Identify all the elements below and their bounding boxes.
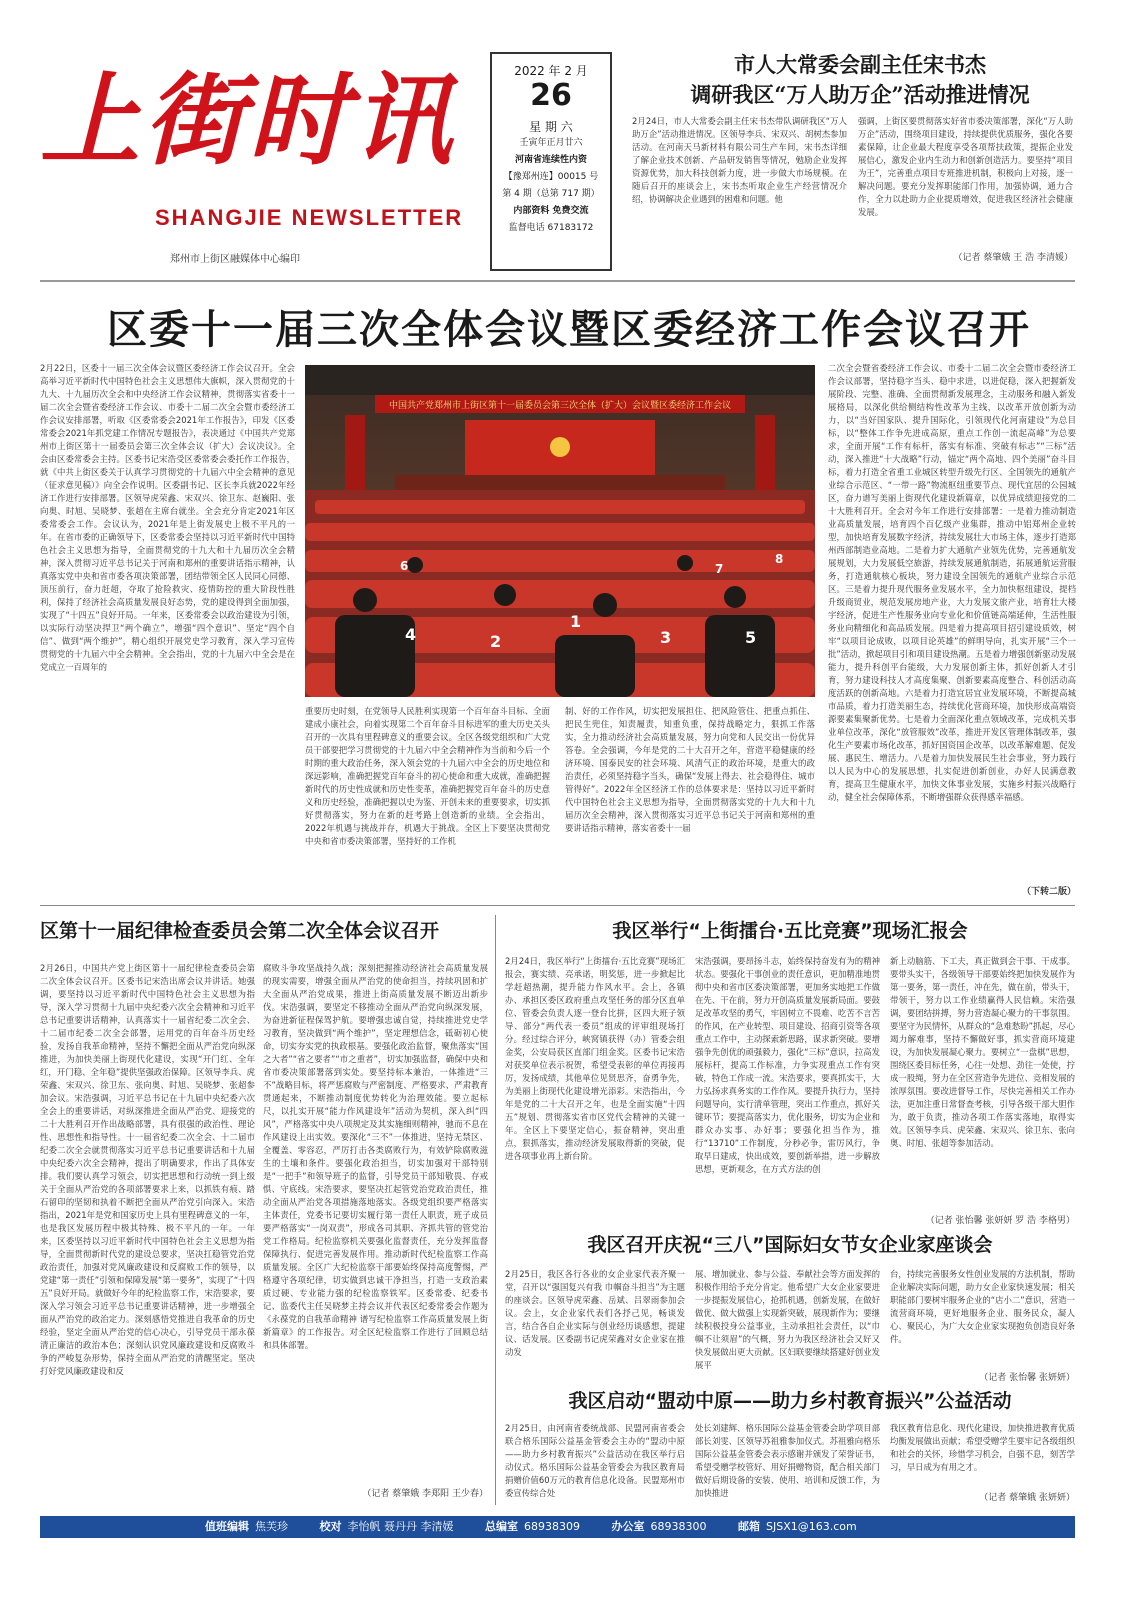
serial-label: 河南省连续性内资	[514, 155, 587, 165]
rural-edu-col2: 处长刘建辉、格乐国际公益基金管委会助学项目部部长刘雯、区领导苏祖雅参加仪式。苏祖雅向格乐国际公益基金管委会表示感谢并颁发了荣誉证书，希望受赠学校管好、用好捐赠物资，配合相关部门做好后期设备的安装、使用、培训和反馈工作，为加快推进	[695, 1423, 880, 1498]
discipline-col2: 腐败斗争攻坚战持久战；深刻把握推动经济社会高质量发展的现实需要，增强全面从严治党的使命担当，持续巩固和扩大全面从严治党成果，推进上街高质量发展不断迈出新步伐。宋浩强调，要坚定不移推动全面从严治党向纵深发展，为奋进新征程保驾护航。要增强忠诚自觉，持续推进党史学习教育，坚决做到“两个维护”，坚定理想信念，砥砺初心使命，切实夯实党的执政根基。要强化政治监督，聚焦落实“国之大者”“省之要者”“市之重者”，切实加强监督，确保中央和省市委决策部署落到实处。要坚持标本兼治，一体推进“三不”战略目标，将严惩腐败与严密制度、严格要求、严肃教育贯通起来，不断推动制度优势转化为治理效能。要立起标尺，以扎实开展“能力作风建设年”活动为契机，深入纠“四风”，严格落实中央八项规定及其实施细则精神，驰而不息在作风建设上出实效。要深化“三不”一体推进，坚持无禁区、全覆盖、零容忍，严厉打击各类腐败行为，有效铲除腐败滋生的土壤和条件。要强化政治担当，切实加强对干部特别是“一把手”和领导班子的监督，引导党员干部知敬畏、存戒惧、守底线。宋浩要求，要坚决扛起管党治党政治责任，推动全面从严治党各项措施落地落实。各级党组织要严格落实主体责任，党委书记要切实履行第一责任人职责，班子成员要严格落实“一岗双责”，形成各司其职、齐抓共管的管党治党工作格局。纪检监察机关要强化监督责任，充分发挥监督保障执行、促进完善发展作用。推动新时代纪检监察工作高质量发展。全区广大纪检监察干部要始终保持高度警惕，严格遵守各项纪律，切实做到忠诚干净担当，打造一支政治素质过硬、专业能力强的纪检监察铁军。区委常委、纪委书记、监委代主任吴晓梦主持会议并代表区纪委常委会作题为《永葆党的自我革命精神 谱写纪检监察工作高质量发展上街新篇章》的工作报告。对全区纪检监察工作进行了回顾总结和具体部署。	[263, 963, 488, 1350]
supervision-phone: 监督电话 67183172	[508, 223, 594, 233]
date-year-month: 2022 年 2 月	[514, 64, 588, 78]
contest-byline: （记者 张怡馨 张妍妍 罗 浩 李格男）	[925, 1216, 1075, 1226]
seat-number: 6	[400, 559, 409, 573]
masthead-logo: 上街时讯	[40, 61, 456, 179]
meeting-photo	[305, 365, 815, 697]
top-story-headline-line1: 市人大常委会副主任宋书杰	[734, 52, 986, 77]
masthead-english-title: SHANGJIE NEWSLETTER	[155, 205, 464, 230]
women-col2: 展、增加就业、参与公益、奉献社会等方面发挥的积极作用给予充分肯定。他希望广大女企业家要进一步提振发展信心，抢抓机遇，创新发展，在做好做优、做大做强上实现新突破，展现新作为；要继续积极投身公益事业，主动承担社会责任，以“巾帼不让须眉”的气概，努力为我区经济社会又好又快发展做出更大贡献。区妇联要继续搭建好创业发展平	[695, 1269, 880, 1370]
office-label: 办公室	[611, 1520, 645, 1533]
divider	[40, 905, 1075, 906]
duty-editor: 焦芙珍	[255, 1520, 288, 1533]
contest-col1: 2月24日，我区举行“上街擂台·五比竞赛”现场汇报会，赛实绩、亮承诺，明奖惩，进一步掀起比学赶超热潮，提升能力作风水平。会上，各镇办、承担区委区政府重点攻坚任务的部分区直单位、管委会负责人逐一登台比拼，区四大班子领导、部分“两代表一委员”组成的评审组现场打分。经过综合评分，峡窝镇获得（办）管委会组金奖，公安局获区直部门组金奖。区委书记宋浩对获奖单位表示祝贺，希望受表彰的单位再接再厉，发扬成绩，其他单位见贤思齐，奋勇争先，为美丽上街现代化建设增光添彩。宋浩指出，今年是党的二十大召开之年，也是全面实施“十四五”规划、贯彻落实省市区党代会精神的关键一年。全区上下要坚定信心，振奋精神，突出重点，狠抓落实，推动经济发展取得新的突破，促进各项事业再上新台阶。	[505, 956, 685, 1161]
women-col3: 台，持续完善服务女性创业发展的方法机制，帮助企业解决实际问题，助力女企业家快速发展；相关职能部门要树牢服务企业的“店小二”意识，营造一流营商环境，更好地服务企业、服务民众，凝人心、聚民心，为广大女企业家实现抱负创造良好条件。	[890, 1269, 1075, 1344]
publisher-line: 郑州市上街区融媒体中心编印	[170, 254, 300, 265]
chief-office-phone: 68938309	[524, 1520, 580, 1533]
women-headline: 我区召开庆祝“三八”国际妇女节女企业家座谈会	[587, 1234, 993, 1256]
divider	[40, 280, 1075, 282]
issue-number: 第 4 期（总第 717 期）	[502, 189, 600, 199]
main-story-col4: 二次全会暨省委经济工作会议、市委十二届二次全会暨市委经济工作会议部署，坚持稳字当头、稳中求进，以进促稳，深入把握新发展阶段、完整、准确、全面贯彻新发展理念，主动服务和融入新发展格局，以深化供给侧结构性改革为主线，以改革开放创新为动力，以“当好国家队、提升国际化，引领现代化河南建设”为总目标，以“整体工作争先进成高原，重点工作创一流起高峰”为总要求，全面开展“工作有标杆，落实有标准、突破有标志”“三标”活动，深入推进“十大战略”行动，锚定“两个高地、四个美丽”奋斗目标，着力打造全省重工业城区转型升级先行区、全国领先的通航产业综合示范区、“一带一路”物流枢纽重要节点、现代宜居的公园城区，奋力谱写美丽上街现代化建设新篇章，以优异成绩迎接党的二十大胜利召开。全会对今年工作进行安排部署：一是着力推动制造业高质量发展，培育四个百亿级产业集群，推动中铝郑州企业转型，加快培育发展数字经济，持续发展壮大市场主体，逐步打造郑州西部制造业高地。二是着力扩大通航产业领先优势，完善通航发展规划，大力发展低空旅游，持续发展通航制造，拓展通航运营服务，打造通航核心板块，努力建设全国领先的通航产业综合示范区。三是着力提升现代服务业发展水平，全力加快枢纽建设，提档升级商贸业，规范发展房地产业，大力发展文旅产业，培育壮大楼宇经济，促进生产性服务业向专业化和价值链高端延伸，生活性服务业向精细化和高品质发展。四是着力提高项目招引建设质效，树牢“以项目论成败，以项目论英雄”的鲜明导向，扎实开展“三个一批”活动，掀起项目引和项目建设热潮。五是着力增强创新驱动发展能力，提升科创平台能级，大力发展创新主体，抓好创新人才引育，努力建设科技人才高度集聚、创新要素高度整合、科创活动高度活跃的创新高地。六是着力打造宜居宜业发展环境，不断提高城市品质，着力打造美丽生态，持续优化营商环境，加快形成高端资源要素集聚新优势。七是着力全面深化重点领域改革，完成机关事业单位改革，深化“放管服效”改革，推进开发区管理体制改革，强化生产要素市场化改革，抓好国资国企改革，以改革解难题、促发展、惠民生、增活力。八是着力加快发展民生社会事业，努力践行以人民为中心的发展思想，扎实促进创新创业，办好人民满意教育，提高卫生健康水平，加快文体事业发展，实施乡村振兴战略行动，健全社会保障体系，不断增强群众获得感幸福感。	[828, 363, 1076, 802]
contest-headline: 我区举行“上街擂台·五比竞赛”现场汇报会	[612, 920, 968, 942]
discipline-col1: 2月26日，中国共产党上街区第十一届纪律检查委员会第二次全体会议召开。区委书记宋浩出席会议并讲话。她强调，要坚持以习近平新时代中国特色社会主义思想为指导，深入学习贯彻十九届中央纪委六次全会精神和习近平总书记重要讲话精神，认真落实十一届省纪委二次全会、十二届市纪委二次全会部署，运用党的百年奋斗历史经验，发扬自我革命精神，坚持不懈把全面从严治党向纵深推进，为加快美丽上街现代化建设，实现“开门红、全年红，开门稳、全年稳”提供坚强政治保障。区领导李兵、虎荣鑫、宋双兴、徐卫东、张向奥、时旭、吴晓梦、张超参加会议。宋浩强调，习近平总书记在十九届中央纪委六次全会上的重要讲话，对纵深推进全面从严治党、迎接党的二十大胜利召开作出战略部署，具有很强的政治性、理论性、思想性和指导性。十一届省纪委二次全会、十二届市纪委二次全会就贯彻落实习近平总书记重要讲话和十九届中央纪委六次全会精神，提出了明确要求，作出了具体安排。我们要认真学习领会，切实把思想和行动统一到上级关于全面从严治党的各项部署要求上来，以抓铁有痕、踏石留印的坚韧和执着不断把全面从严治党引向深入。宋浩指出，2021年是党和国家历史上具有里程碑意义的一年，也是我区发展历程中极其特殊、极不平凡的一年。一年来，区委坚持以习近平新时代中国特色社会主义思想为指导，全面贯彻新时代党的建设总要求，坚决扛稳管党治党政治责任，加强对党风廉政建设和反腐败工作的领导，以党建“第一责任”引领和保障发展“第一要务”，实现了“十四五”良好开局。就做好今年的纪检监察工作，宋浩要求，要深入学习领会习近平总书记重要讲话精神，进一步增强全面从严治党的政治定力。深刻感悟党推进自我革命的历史经验，坚定全面从严治党的信心决心，引导党员干部永葆清正廉洁的政治本色；深刻认识党风廉政建设和反腐败斗争的严峻复杂形势，保持全面从严治党的清醒坚定。坚决打好党风廉政建设和反	[40, 963, 255, 1376]
seat-number: 3	[660, 628, 672, 647]
top-story-byline: （记者 蔡肇娥 王 浩 李清媛）	[953, 253, 1073, 263]
mail-label: 邮箱	[738, 1520, 760, 1533]
seat-number: 4	[405, 625, 417, 644]
discipline-headline: 区第十一届纪律检查委员会第二次全体会议召开	[40, 920, 440, 942]
duty-editor-label: 值班编辑	[205, 1520, 249, 1533]
seat-number: 7	[715, 562, 724, 576]
seat-number: 8	[775, 552, 784, 566]
contest-col2: 宋浩强调，要昂扬斗志，始终保持奋发有为的精神状态。要强化干事创业的责任意识，更加精准地贯彻中央和省市区委决策部署，更加务实地把工作做在先、干在前，努力开创高质量发展新局面。要鼓足改革攻坚的勇气，牢固树立不畏难、吃苦不言苦的作风，在产业转型、项目建设、招商引资等各项重点工作中，主动探索新思路，谋求新突破。要增强争先创优的顽强毅力，强化“三标”意识，拉高发展标杆，提高工作标准，力争实现重点工作有突破，特色工作成一流。宋浩要求，要真抓实干，大力弘扬求真务实的工作作风。要提升执行力，坚持问题导向，实行清单管理，突出工作重点，抓好关键环节；要提高落实力，优化服务，切实为企业和群众办实事、办好事；要强化担当作为，推行“13710”工作制度，分秒必争，雷厉风行，争取早日建成，快出成效，要创新举措，进一步解放思想，更新观念，在方式方法的创	[695, 956, 880, 1174]
contest-col3: 新上动脑筋、下工夫，真正做到会干事、干成事。要带头实干，各级领导干部要始终把加快发展作为第一要务，第一责任，冲在先，做在前，带头干，带领干，努力以工作业绩赢得人民信赖。宋浩强调，要团结拼搏，努力营造凝心聚力的干事氛围。要坚守为民情怀，从群众的“急难愁盼”抓起，尽心竭力解难事，坚持不懈做好事，抓实营商环境建设，为加快发展凝心聚力。要树立“一盘棋”思想，围绕区委目标任务，心往一处想、劲往一处使，拧成一股绳，努力在全区营造争先进位、竞相发展的浓厚氛围。要改进督导工作，尽快完善相关工作办法，更加注重日常督查考核，引导各级干部大胆作为，敢于负责，推动各项工作落实落地，取得实效。区领导李兵、虎荣鑫、宋双兴、徐卫东、张向奥、时旭、张超等参加活动。	[890, 956, 1075, 1148]
top-story-headline-line2: 调研我区“万人助万企”活动推进情况	[690, 82, 1030, 107]
proof-label: 校对	[319, 1520, 342, 1533]
mail-address[interactable]: SJSX1@163.com	[766, 1520, 857, 1533]
main-story-col1: 2月22日，区委十一届三次全体会议暨区委经济工作会议召开。全会高举习近平新时代中国特色社会主义思想伟大旗帜，深入贯彻党的十九大、十九届历次全会和中央经济工作会议精神，贯彻落实省委十一届二次全会暨省委经济工作会议、市委十二届二次全会暨市委经济工作会议安排部署，听取《区委常委会2021年工作报告》，印发《区委常委会2021年抓党建工作情况专题报告》，表决通过《中国共产党郑州市上街区第十一届委员会第三次全体会议（扩大）会议决议》。全会由区委常委会主持。区委书记宋浩受区委常委会委托作工作报告，就《中共上街区委关于认真学习贯彻党的十九届六中全会精神的意见（征求意见稿）》向全会作说明。区委副书记、区长李兵就2022年经济工作进行安排部署。区领导虎荣鑫、宋双兴、徐卫东、赵巍阳、张向奥、时旭、吴晓梦、张超在主席台就坐。全会充分肯定2021年区委常委会工作。会议认为，2021年是上街发展史上极不平凡的一年。在省市委的正确领导下，区委常委会坚持以习近平新时代中国特色社会主义思想为指导，全面贯彻党的十九大和十九届历次全会精神，深入贯彻习近平总书记关于河南和郑州的重要讲话指示精神，认真落实党中央和省市委各项决策部署，团结带领全区人民同心同德、顶压前行，奋力赶超，夺取了抢险救灾、疫情防控的重大阶段性胜利，保持了经济社会高质量发展良好态势，党的建设得到全面加强，实现了“十四五”良好开局。一年来，区委常委会以政治建设为引领，以实际行动坚决捍卫“两个确立”，增强“四个意识”、坚定“四个自信”、做到“两个维护”，精心组织开展党史学习教育，深入学习宣传贯彻党的十九届六中全会精神。全会指出，党的十九届六中全会是在党成立一百周年的	[40, 363, 295, 672]
rural-edu-byline: （记者 蔡肇娥 张妍妍）	[979, 1493, 1075, 1503]
seat-number: 2	[490, 632, 502, 651]
rural-edu-headline: 我区启动“盟动中原——助力乡村教育振兴”公益活动	[568, 1390, 1012, 1412]
date-lunar: 壬寅年正月廿六	[519, 138, 583, 148]
date-weekday: 星 期 六	[529, 120, 573, 134]
women-col1: 2月25日，我区各行各业的女企业家代表齐聚一堂，召开以“强国复兴有我 巾帼奋斗担当”为主题的座谈会。区领导虎荣鑫、岳斌、吕翠雨参加会议。会上，女企业家代表们各抒己见，畅谈发言，结合各自企业实际与创业经历谈感想，提建议、话发展。区委副书记虎荣鑫对女企业家在推动发	[505, 1269, 685, 1357]
circulation-note: 内部资料 免费交流	[513, 206, 589, 216]
date-day: 26	[530, 78, 572, 113]
serial-code: 【豫郑州连】00015 号	[503, 172, 599, 182]
seat-number: 5	[745, 628, 757, 647]
divider	[495, 915, 496, 1505]
main-headline: 区委十一届三次全体会议暨区委经济工作会议召开	[107, 307, 1031, 353]
date-box	[490, 52, 612, 271]
main-story-col3: 制、好的工作作风，切实把发展担住、把风险管住、把重点抓住、把民生兜住，知责履责，知重负重，保持战略定力，狠抓工作落实，全力推动经济社会高质量发展，努力向党和人民交出一份优异答卷。全会强调，今年是党的二十大召开之年，营造平稳健康的经济环境、国泰民安的社会环境、风清气正的政治环境，是重大的政治责任，必须坚持稳字当头，确保“发展上得去、社会稳得住、城市管得好”。2022年全区经济工作的总体要求是：坚持以习近平新时代中国特色社会主义思想为指导，全面贯彻落实党的十九大和十九届历次全会精神，深入贯彻落实习近平总书记关于河南和郑州的重要讲话指示精神，落实省委十一届	[565, 706, 815, 833]
top-story-col2: 强调，上街区要贯彻落实好省市委决策部署，深化“万人助万企”活动，围绕项目建设，持续提供优质服务，强化各要素保障，让企业最大程度享受各项帮扶政策，提振企业发展信心，激发企业内生动力和创新创造活力。要坚持“项目为王”，完善重点项目专班推进机制，积极向上对接，逐一解决问题。要充分发挥职能部门作用，加强协调，通力合作，全力以赴助力企业提质增效，促进我区经济社会健康发展。	[858, 116, 1073, 217]
women-byline: （记者 张怡馨 张妍妍）	[979, 1373, 1075, 1383]
office-phone: 68938300	[650, 1520, 707, 1533]
rural-edu-col1: 2月25日，由河南省委统战部、民盟河南省委会联合格乐国际公益基金管委会主办的“盟动中原——助力乡村教育振兴”公益活动在我区举行启动仪式。格乐国际公益基金管委会为我区教育局捐赠价值60万元的教育信息化设备。民盟郑州市委宣传综合处	[505, 1423, 685, 1498]
continued-note: （下转二版）	[1021, 887, 1076, 897]
proofreaders: 李怡帆 聂丹丹 李清媛	[347, 1520, 454, 1533]
top-story-col1: 2月24日，市人大常委会副主任宋书杰带队调研我区“万人助万企”活动推进情况。区领导李兵、宋双兴、胡树杰参加活动。在河南天马新材料有限公司生产车间，宋书杰详细了解企业技术创新、产品研发销售等情况，勉励企业发挥资源优势，加大科技创新力度，进一步做大市场规模。在随后召开的座谈会上，宋书杰听取企业生产经营情况介绍，协调解决企业遇到的困难和问题。他	[632, 116, 847, 204]
rural-edu-col3: 我区教育信息化、现代化建设，加快推进教育优质均衡发展做出贡献；希望受赠学生要牢记各级组织和社会的关怀，珍惜学习机会，自强不息，刻苦学习，早日成为有用之才。	[890, 1423, 1075, 1472]
main-story-col2: 重要历史时刻，在党领导人民胜利实现第一个百年奋斗目标、全面建成小康社会，向着实现第二个百年奋斗目标进军的重大历史关头召开的一次具有里程碑意义的重要会议。全区各级党组织和广大党员干部要把学习贯彻党的十九届六中全会精神作为当前和今后一个时期的重大政治任务，深入领会党的十九届六中全会的历史地位和深远影响，准确把握党百年奋斗的初心使命和重大成就，准确把握新时代的历史性成就和历史性变革，准确把握党百年奋斗的历史意义和历史经验，准确把握以史为鉴、开创未来的重要要求，切实抓好贯彻落实，努力在新的赶考路上创造新的业绩。全会指出，2022年机遇与挑战并存，机遇大于挑战。全区上下要坚决贯彻党中央和省市委决策部署，坚持好的工作机	[305, 706, 550, 846]
seat-number: 1	[570, 612, 582, 631]
chief-office-label: 总编室	[485, 1520, 518, 1533]
top-story-headline	[640, 50, 1080, 110]
footer-bar	[40, 1516, 1075, 1538]
discipline-byline: （记者 蔡肇娥 李郑阳 王少春）	[362, 1489, 488, 1499]
photo-banner: 中国共产党郑州市上街区第十一届委员会第三次全体（扩大）会议暨区委经济工作会议	[388, 401, 732, 411]
